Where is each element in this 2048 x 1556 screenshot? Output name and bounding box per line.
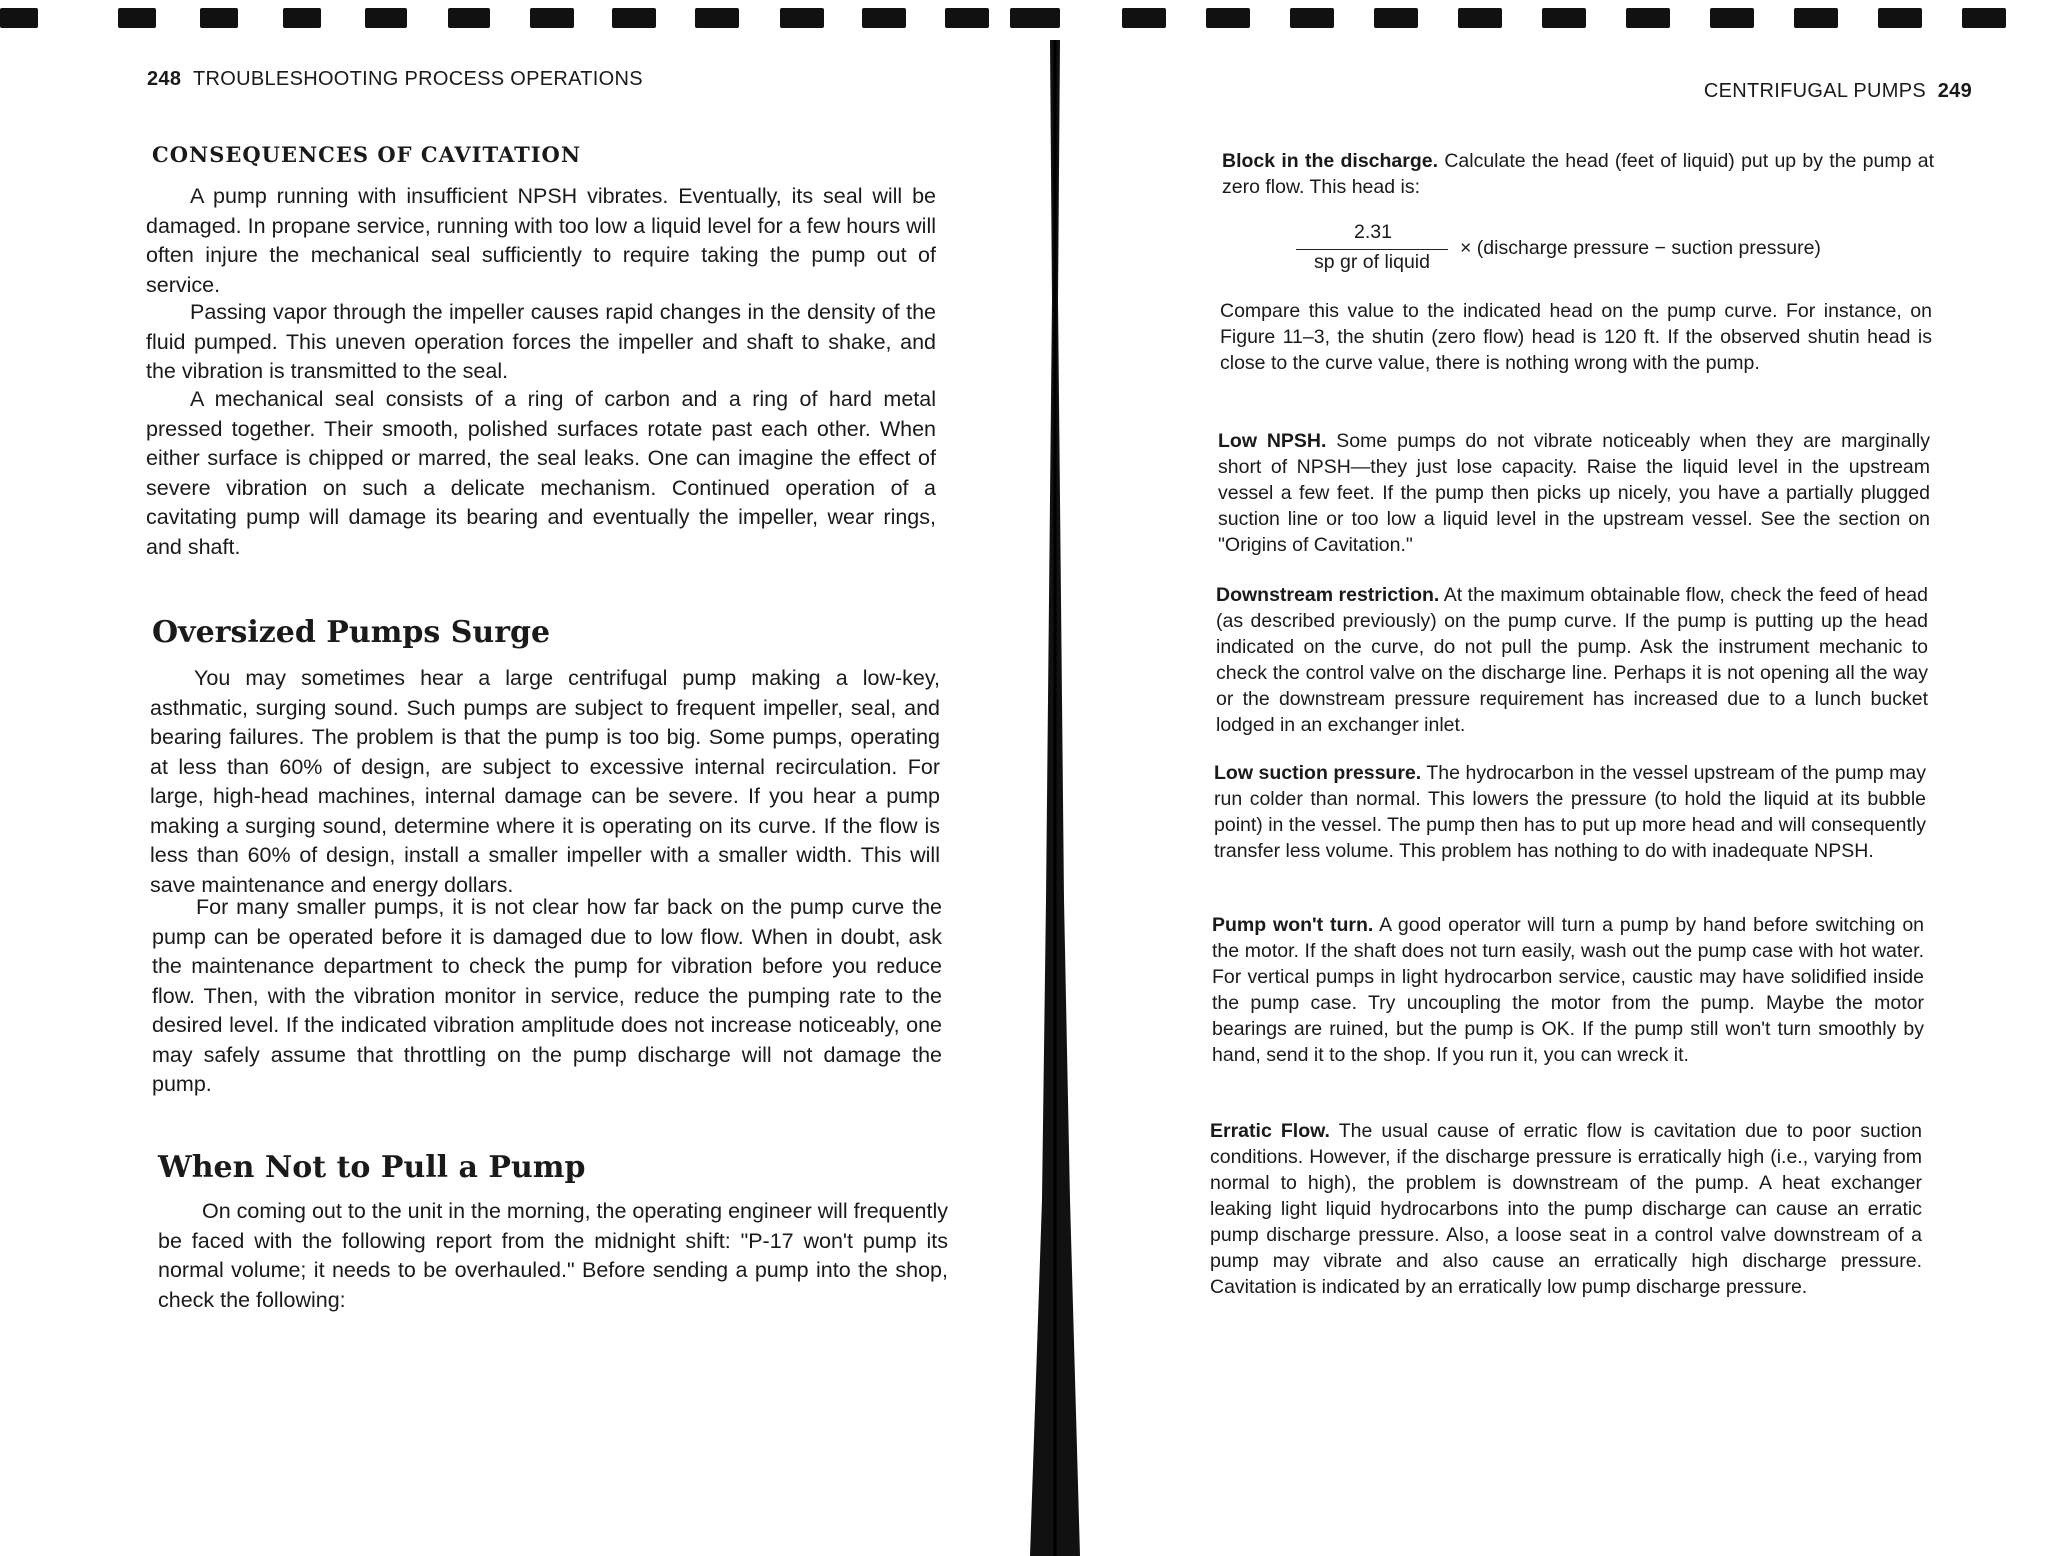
item-text: A good operator will turn a pump by hand before switching on the motor. If the shaft does not turn easily, wash out the pump case with hot water. For vertical pumps in light hydrocarbon service, caustic may have solidified inside the pump case. Try uncoupling the motor from the pump. Maybe the motor bearings are ruined, but the pump is OK. If the pump still won't turn smoothly by hand, send it to the shop. If you run it, you can wreck it. xyxy=(1212,914,1925,1066)
item-pump-wont-turn xyxy=(1212,912,1924,1068)
item-lead: Downstream restriction. xyxy=(1216,584,1440,606)
running-head-left xyxy=(147,68,643,91)
paragraph-compare: Compare this value to the indicated head on the pump curve. For instance, on Figure 11–3, the shutin (zero flow) head is 120 ft. If the observed shutin head is close to the curve value, there is nothing wrong with the pump. xyxy=(1220,300,1932,374)
section-heading-pull: When Not to Pull a Pump xyxy=(158,1150,586,1185)
item-text: At the maximum obtainable flow, check the feed of head (as described previously) on the pump curve. If the pump is putting up the head indicated on the curve, do not pull the pump. Ask the instrument mechanic to check the control valve on the discharge line. Perhaps it is not opening all the way or the downstream pressure requirement has increased due to a lunch bucket lodged in an exchanger inlet. xyxy=(1216,584,1928,736)
item-lead: Block in the discharge. xyxy=(1222,150,1439,172)
head-formula xyxy=(1290,215,1850,275)
paragraph: Passing vapor through the impeller causes rapid changes in the density of the fluid pumped. This uneven operation forces the impeller and shaft to shake, and the vibration is transmitted to the seal. xyxy=(146,300,936,383)
paragraph: A mechanical seal consists of a ring of carbon and a ring of hard metal pressed together. Their smooth, polished surfaces rotate past each other. When either surface is chipped or marred, the seal leaks. One can imagine the effect of severe vibration on such a delicate mechanism. Continued operation of a cavitating pump will damage its bearing and eventually the impeller, wear rings, and shaft. xyxy=(146,387,936,559)
item-low-npsh xyxy=(1218,428,1930,558)
item-downstream-restriction xyxy=(1216,582,1928,738)
running-title: CENTRIFUGAL PUMPS xyxy=(1703,80,1926,102)
item-text: The hydrocarbon in the vessel upstream of the pump may run colder than normal. This lowers the pressure (to hold the liquid at its bubble point) in the vessel. The pump then has to put up more head and will consequently transfer less volume. This problem has nothing to do with inadequate NPSH. xyxy=(1214,762,1926,862)
paragraph: On coming out to the unit in the morning, the operating engineer will frequently be faced with the following report from the midnight shift: "P-17 won't pump its normal volume; it needs to be overhauled." Before sending a pump into the shop, check the following: xyxy=(158,1199,948,1312)
page-number: 249 xyxy=(1937,80,1972,102)
section-heading-surge: Oversized Pumps Surge xyxy=(152,615,551,650)
running-head-right xyxy=(1704,80,1972,103)
item-lead: Pump won't turn. xyxy=(1212,914,1374,936)
formula-numerator: 2.31 xyxy=(1354,221,1392,243)
fraction-bar xyxy=(1296,249,1448,250)
formula-expression: × (discharge pressure − suction pressure) xyxy=(1460,237,1821,259)
section-heading-cavitation: CONSEQUENCES OF CAVITATION xyxy=(152,142,582,167)
page-number: 248 xyxy=(147,68,182,90)
item-low-suction-pressure xyxy=(1214,760,1926,864)
item-text: Calculate the head (feet of liquid) put up by the pump at zero flow. This head is: xyxy=(1222,150,1934,198)
formula-denominator: sp gr of liquid xyxy=(1314,251,1430,273)
book-spine-shadow xyxy=(1030,0,1080,1556)
item-text: Some pumps do not vibrate noticeably when they are marginally short of NPSH—they just lose capacity. Raise the liquid level in the upstream vessel a few feet. If the pump then picks up nicely, you have a partially plugged suction line or too low a liquid level in the upstream vessel. See the section on "Origins of Cavitation." xyxy=(1218,430,1930,556)
item-lead: Low suction pressure. xyxy=(1214,762,1422,784)
paragraph: You may sometimes hear a large centrifugal pump making a low-key, asthmatic, surging sound. Such pumps are subject to frequent impeller, seal, and bearing failures. The problem is that the pump is too big. Some pumps, operating at less than 60% of design, are subject to excessive internal recirculation. For large, high-head machines, internal damage can be severe. If you hear a pump making a surging sound, determine where it is operating on its curve. If the flow is less than 60% of design, install a smaller impeller with a smaller width. This will save maintenance and energy dollars. xyxy=(150,666,940,897)
item-lead: Low NPSH. xyxy=(1218,430,1327,452)
item-lead: Erratic Flow. xyxy=(1210,1120,1330,1142)
item-erratic-flow xyxy=(1210,1118,1922,1300)
paragraph: For many smaller pumps, it is not clear how far back on the pump curve the pump can be operated before it is damaged due to low flow. When in doubt, ask the maintenance department to check the pump for vibration before you reduce flow. Then, with the vibration monitor in service, reduce the pumping rate to the desired level. If the indicated vibration amplitude does not increase noticeably, one may safely assume that throttling on the pump discharge will not damage the pump. xyxy=(152,895,942,1096)
paragraph: A pump running with insufficient NPSH vibrates. Eventually, its seal will be damaged. In propane service, running with too low a liquid level for a few hours will often injure the mechanical seal sufficiently to require taking the pump out of service. xyxy=(146,184,936,297)
item-block-discharge xyxy=(1222,148,1934,200)
item-text: The usual cause of erratic flow is cavitation due to poor suction conditions. However, if the discharge pressure is erratically high (i.e., varying from normal to high), the problem is downstream of the pump. A heat exchanger leaking light liquid hydrocarbons into the pump discharge can cause an erratic pump discharge pressure. Also, a loose seat in a control valve downstream of a pump may vibrate and also cause an erratically high discharge pressure. Cavitation is indicated by an erratically low pump discharge pressure. xyxy=(1210,1120,1922,1298)
running-title: TROUBLESHOOTING PROCESS OPERATIONS xyxy=(193,68,643,90)
